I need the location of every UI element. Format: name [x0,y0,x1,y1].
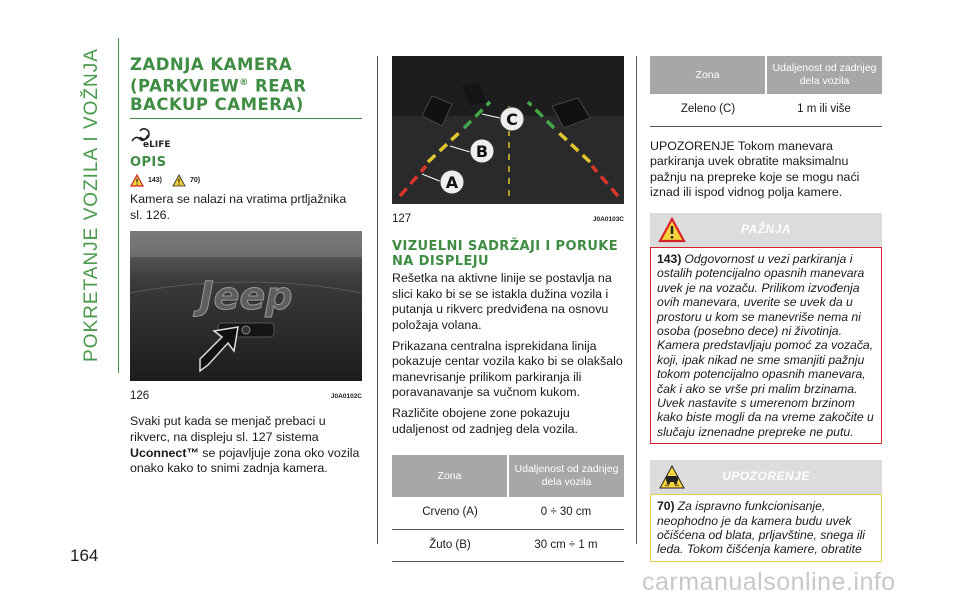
column-3 [650,56,882,562]
zones-paragraph: Različite obojene zone pokazuju udaljenost od zadnjeg dela vozila. [392,405,578,436]
zone-label-c: C [506,110,518,129]
figure-number: 126 [130,389,150,402]
column-divider-2 [636,56,637,544]
figure-126 [130,231,362,404]
grid-paragraph: Rešetka na aktivne linije se postavlja na slici kako bi se se istakla dužina vozila i putanja u rikverc predviđena na osnovu položaja volana. [392,271,612,332]
table-cell: 0 ÷ 30 cm [508,497,624,529]
caution-box-header [650,213,882,247]
column-2 [392,56,624,562]
warning-box [650,460,882,562]
figure-code: J0A0102C [330,392,362,400]
tailgate-camera-image [130,231,362,381]
table-header-distance: Udaljenost od zadnjeg dela vozila [766,56,882,94]
figure-code: J0A0103C [592,215,624,223]
column-1 [130,56,362,482]
table-header-zone: Zona [392,455,508,497]
zone-distance-table [392,455,624,562]
caution-ref: 143) [148,176,163,184]
display-content-heading: VIZUELNI SADRŽAJI I PORUKE NA DISPLEJU [392,239,619,270]
chapter-title-text: POKRETANJE VOZILA I VOŽNJA [81,48,102,362]
caution-text: Odgovornost u vezi parkiranja i ostalih potencijalno opasnih manevara uvek je na vozaču. Prilikom izvođenja ovih manevara, uverite se uvek da u prostoru u kom se manevriše nema ni osoba (posebno dece) ni životinja. Kamera predstavljaju pomoć za vozača, koji, ipak nikad ne sme smanjiti pažnju tokom potencijalno opasnih manevara, čak i ako se vrše pri malim brzinama. Uvek nastavite s umerenom brzinom kako biste mogli da na vreme zakočite u slučaju iznenadne prepreke ne putu. [657,251,874,439]
caution-number: 143) [657,251,682,266]
table-cell: 1 m ili više [766,94,882,126]
warning-triangle-icon [172,174,186,187]
centerline-paragraph: Prikazana centralna isprekidana linija pokazuje centar vozila kako bi se olakšalo manevrisanje prilikom parkiranja ili poravanavanje sa vučnom kukom. [392,338,623,400]
environment-icon [130,127,362,149]
table-cell: Žuto (B) [392,529,508,562]
section-title: ZADNJA KAMERA (PARKVIEW® REAR BACKUP CAMERA) [130,56,362,119]
warning-box-body [650,494,882,562]
camera-display-image [392,56,624,204]
watermark: carmanualsonline.info [642,568,896,596]
caution-title: PAŽNJA [740,222,792,237]
zone-label-b: B [475,142,489,161]
zone-distance-table-continued [650,56,882,127]
warning-text: Za ispravno funkcionisanje, neophodno je da kamera budu uvek očišćena od blata, prljavštine, snega ili leda. Tokom čišćenja kamere, obratite [657,499,865,557]
table-cell: 30 cm ÷ 1 m [508,529,624,562]
reference-icons [130,173,362,189]
figure-number: 127 [392,212,412,225]
caution-box-body [650,247,882,444]
side-divider [118,38,119,373]
table-cell: Zeleno (C) [650,94,766,126]
figure-127-caption [392,212,624,228]
chapter-side-title [70,40,114,370]
caution-paragraph: UPOZORENJE Tokom manevara parkiranja uvek obratite maksimalnu pažnju na prepreke koje se mogu naći iznad ili ispod vidnog polja kamere. [650,138,860,200]
figure-126-caption [130,389,362,405]
warning-ref: 70) [190,176,201,184]
figure-127 [392,56,624,227]
warning-number: 70) [657,499,675,514]
table-row [392,497,624,529]
car-skid-icon [658,464,686,490]
table-cell: Crveno (A) [392,497,508,529]
caution-triangle-icon [658,217,686,243]
caution-box [650,213,882,444]
table-header-zone: Zona [650,56,766,94]
display-paragraph: Svaki put kada se menjač prebaci u rikverc, na displeju sl. 127 sistema Uconnect™ se pojavljuje zona oko vozila onako kako to snimi zadnja kamera. [130,414,360,476]
table-header-distance: Udaljenost od zadnjeg dela vozila [508,455,624,497]
table-row [650,94,882,126]
camera-location-paragraph: Kamera se nalazi na vratima prtljažnika sl. 126. [130,192,347,222]
svg-text:eLIFE: eLIFE [143,139,171,150]
column-divider-1 [377,56,378,544]
caution-triangle-icon [130,174,144,187]
warning-title: UPOZORENJE [722,469,810,484]
page-number: 164 [70,546,99,565]
opis-heading: OPIS [130,154,167,170]
zone-label-a: A [445,173,459,192]
warning-box-header [650,460,882,494]
svg-text:Jeep: Jeep [199,274,293,319]
table-row [392,529,624,562]
